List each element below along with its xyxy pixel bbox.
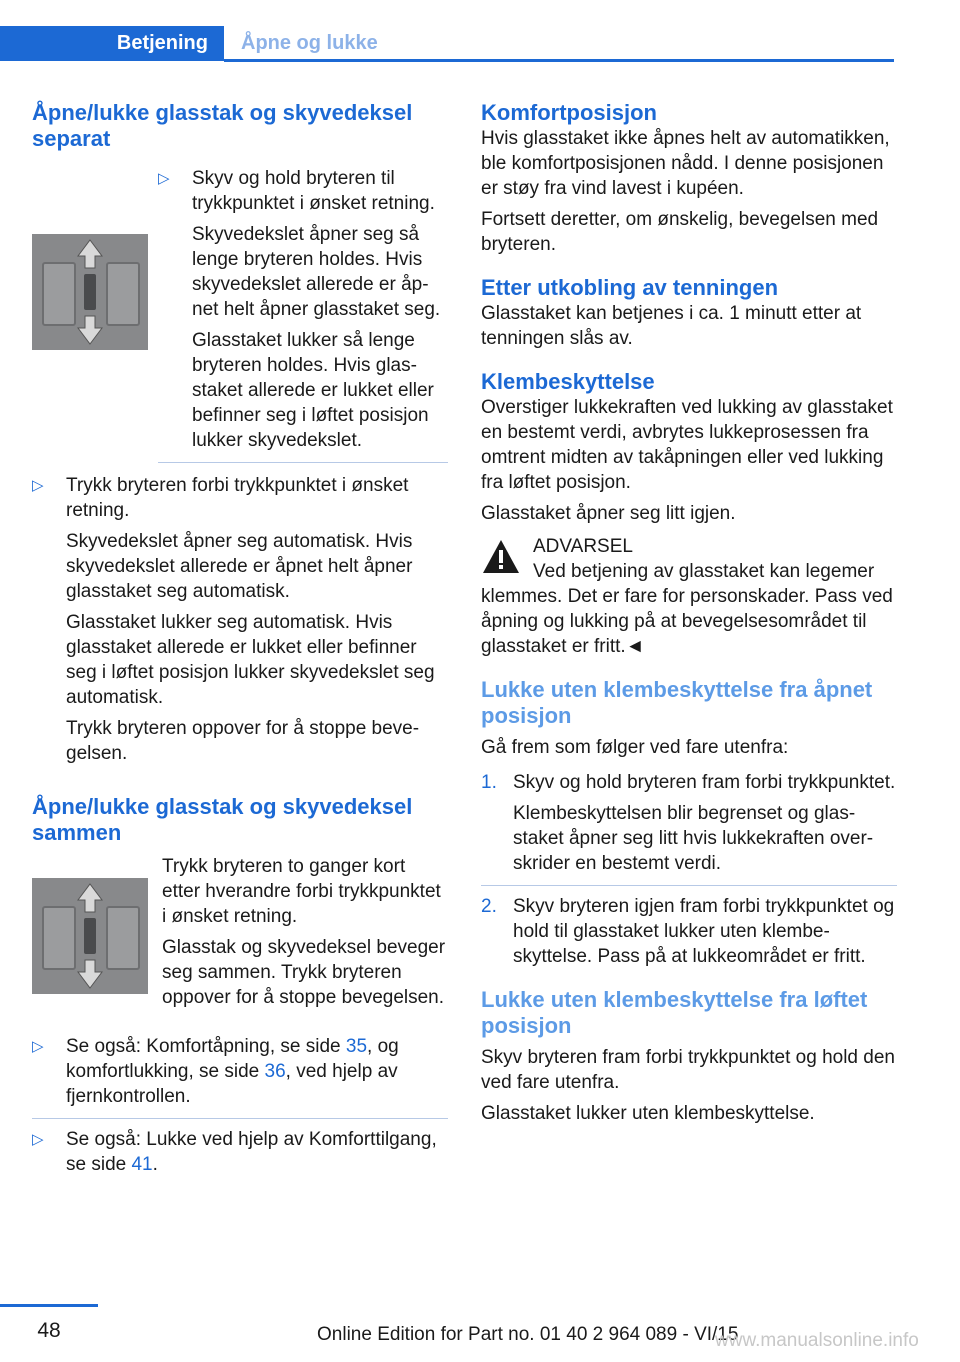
etter-paragraph: Glasstaket kan betjenes i ca. 1 minutt etter at tenningen slås av. bbox=[481, 303, 862, 349]
step-item bbox=[481, 770, 897, 876]
apnet-paragraph: Gå frem som følger ved fare utenfra: bbox=[481, 737, 789, 758]
step-paragraph: Skyv og hold bryteren fram forbi trykkpunktet. bbox=[513, 772, 896, 793]
list-item bbox=[32, 1127, 448, 1177]
up-down-arrow-icon bbox=[76, 878, 104, 994]
page-link-41[interactable]: 41 bbox=[131, 1154, 153, 1175]
fig1-block bbox=[32, 166, 448, 453]
step-paragraph: Klembeskyttelsen blir begrenset og glasstaket åpner seg litt hvis lukkekraften overskrider en bestemt verdi. bbox=[513, 803, 874, 874]
footer-watermark: www.manualsonline.info bbox=[715, 1330, 919, 1351]
up-down-arrow-icon bbox=[76, 234, 104, 350]
klem-paragraph-1: Overstiger lukkekraften ved lukking av glasstaket en bestemt verdi, avbrytes lukkeprosessen fra omtrent midten av takåpningen eller ved lukking fra løftet posisjon. bbox=[481, 397, 893, 493]
list-paragraph: Trykk bryteren oppover for å stoppe bevegelsen. bbox=[66, 718, 420, 764]
heading-lukke-apnet: Lukke uten klembeskyttelse fra åpnet posisjon bbox=[481, 677, 873, 728]
heading-sammen: Åpne/lukke glasstak og skyvedeksel sammen bbox=[32, 794, 413, 845]
komfort-paragraph-1: Hvis glasstaket ikke åpnes helt av automatikken, ble komfortposisjonen nådd. I denne posisjonen er støy fra vind lavest i kupéen. bbox=[481, 128, 890, 199]
fig2-block bbox=[32, 854, 448, 1016]
list-paragraph: ▷ Trykk bryteren forbi trykkpunktet i ønsket retning. bbox=[66, 475, 409, 521]
see-also-list bbox=[32, 1034, 448, 1177]
step-item bbox=[481, 894, 897, 969]
sammen-paragraph-2: Glasstak og skyvedeksel beveger seg sammen. Trykk bryteren oppover for å stoppe bevegelsen. bbox=[162, 937, 446, 1008]
page-number: 48 bbox=[37, 1319, 61, 1342]
page-link-35[interactable]: 35 bbox=[345, 1036, 368, 1057]
list-paragraph: Skyvedekslet åpner seg automatisk. Hvis skyvedekslet allerede er åpnet helt åpner glasstaket seg automatisk. bbox=[66, 531, 413, 602]
text-fragment: , ved hjelp av fjernkontrollen. bbox=[66, 1061, 398, 1107]
warning-title: ADVARSEL bbox=[533, 536, 633, 557]
warning-text: Ved betjening av glasstaket kan legemer klemmes. Det er fare for personskader. Pass ved åpning og lukking på at bevegelsesområdet til glasstaket er fritt.◄ bbox=[481, 561, 893, 657]
list-paragraph: Glasstaket lukker seg automatisk. Hvis glasstaket allerede er lukket eller befinner seg i løftet posisjon lukker skyvedekslet seg automatisk. bbox=[66, 612, 435, 708]
heading-komfortposisjon: Komfortposisjon bbox=[481, 100, 657, 125]
step-paragraph: Skyv bryteren igjen fram forbi trykkpunktet og hold til glasstaket lukker uten klembeskyttelse. Pass på at lukkeområdet er fritt. bbox=[513, 896, 895, 967]
warning-triangle-icon bbox=[481, 538, 521, 576]
text-fragment: , og komfortlukking, se side bbox=[66, 1036, 399, 1082]
loftet-paragraph-1: Skyv bryteren fram forbi trykkpunktet og hold den ved fare utenfra. bbox=[481, 1047, 895, 1093]
header-section-label: Betjening bbox=[116, 32, 208, 54]
list-item bbox=[32, 473, 448, 766]
heading-separat: Åpne/lukke glasstak og skyvedeksel separat bbox=[32, 100, 413, 151]
header-chapter-label: Åpne og lukke bbox=[241, 32, 378, 54]
komfort-paragraph-2: Fortsett deretter, om ønskelig, bevegelsen med bryteren. bbox=[481, 209, 879, 255]
switch-left-button bbox=[42, 262, 76, 326]
steps-list bbox=[481, 770, 897, 969]
sammen-paragraph-1: Trykk bryteren to ganger kort etter hverandre forbi trykkpunktet i ønsket retning. bbox=[162, 856, 441, 927]
left-column bbox=[32, 100, 448, 1195]
fig1-list bbox=[158, 166, 448, 453]
page-link-36[interactable]: 36 bbox=[264, 1061, 286, 1082]
heading-lukke-loftet: Lukke uten klembeskyttelse fra løftet posisjon bbox=[481, 987, 868, 1038]
list-paragraph: Glasstaket lukker så lenge bryteren holdes. Hvis glasstaket allerede er lukket eller befinner seg i løftet posisjon lukker skyvedekslet. bbox=[192, 330, 434, 451]
switch-left-button bbox=[42, 906, 76, 970]
footer-edition: Online Edition for Part no. 01 40 2 964 089 - VI/15 bbox=[317, 1324, 739, 1345]
switch-right-button bbox=[106, 906, 140, 970]
right-column bbox=[481, 100, 897, 1132]
heading-klembeskyttelse: Klembeskyttelse bbox=[481, 369, 655, 394]
step-number: 2. bbox=[481, 896, 497, 917]
klem-paragraph-2: Glasstaket åpner seg litt igjen. bbox=[481, 503, 736, 524]
loftet-paragraph-2: Glasstaket lukker uten klembeskyttelse. bbox=[481, 1103, 815, 1124]
step-number: 1. bbox=[481, 772, 497, 793]
list-paragraph: Skyvedekslet åpner seg så lenge bryteren holdes. Hvis skyvedekslet allerede er åpnet helt åpner glasstaket seg. bbox=[192, 224, 441, 320]
heading-etter-utkobling: Etter utkobling av tenningen bbox=[481, 275, 779, 300]
text-fragment: Se også: Komfortåpning, se side bbox=[66, 1036, 346, 1057]
switch-right-button bbox=[106, 262, 140, 326]
switch-illustration-1 bbox=[32, 234, 148, 350]
auto-list bbox=[32, 473, 448, 766]
text-fragment: . bbox=[152, 1154, 158, 1175]
footer-page-bar bbox=[0, 1304, 98, 1307]
list-item bbox=[158, 166, 448, 453]
list-item bbox=[32, 1034, 448, 1109]
text-fragment: Se også: Lukke ved hjelp av Komforttilgang, se side bbox=[66, 1129, 437, 1175]
list-paragraph: ▷ Skyv og hold bryteren til trykkpunktet i ønsket retning. bbox=[192, 168, 435, 214]
switch-illustration-2 bbox=[32, 878, 148, 994]
warning-block bbox=[481, 534, 897, 659]
